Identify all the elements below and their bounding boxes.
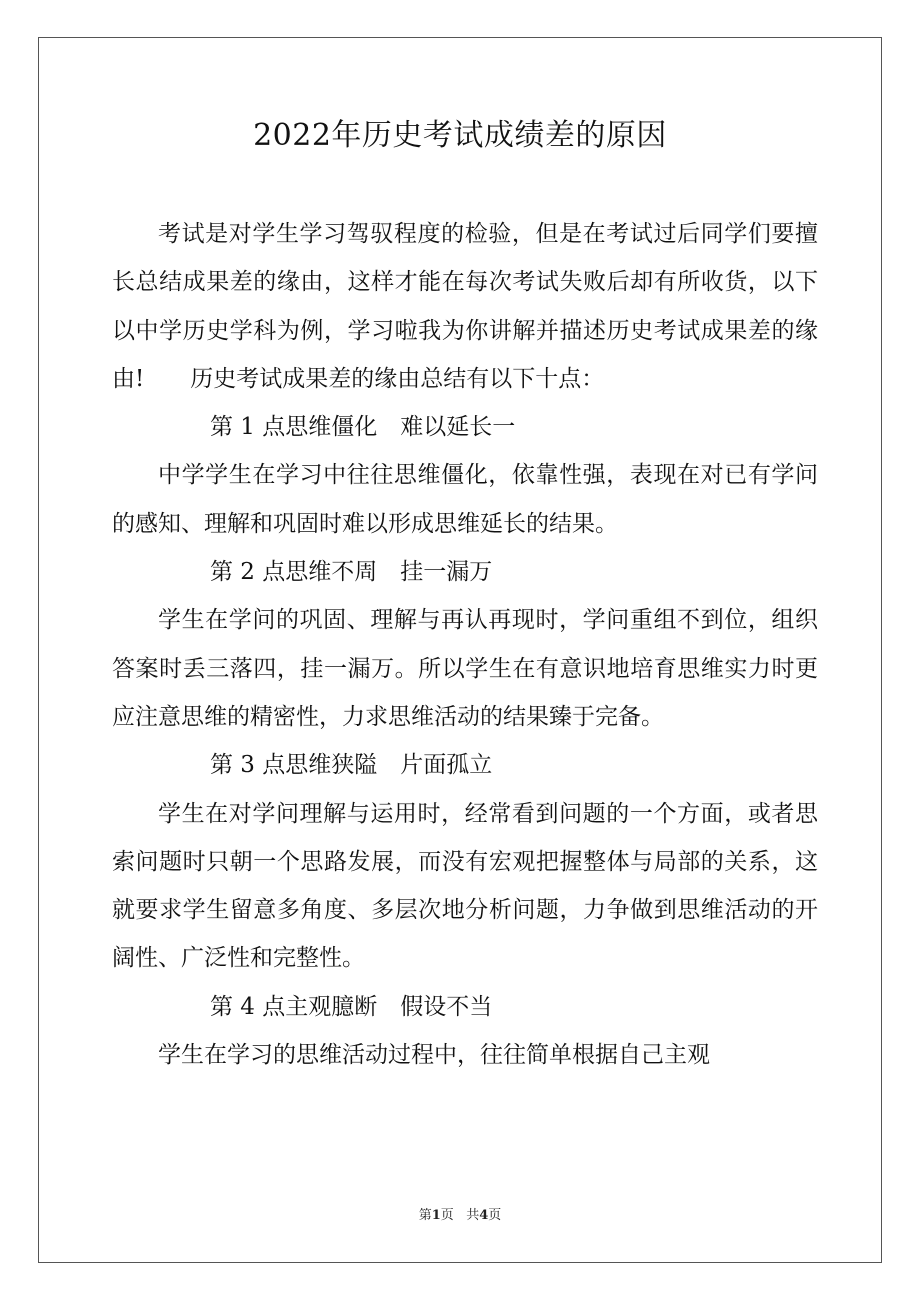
section-paragraph-3: 学生在对学问理解与运用时，经常看到问题的一个方面，或者思索问题时只朝一个思路发展，而没有宏观把握整体与局部的关系，这就要求学生留意多角度、多层次地分析问题，力争做到思维活动的开阔性、广泛性和完整性。 xyxy=(112,800,818,972)
page-footer xyxy=(0,1207,920,1225)
section-heading-3: 第 3 点思维狭隘 片面孤立 xyxy=(210,752,493,779)
footer-page-number: 1 xyxy=(431,1208,441,1223)
section-paragraph-4: 学生在学习的思维活动过程中，往往简单根据自己主观 xyxy=(158,1042,710,1069)
footer-page-suffix: 页 xyxy=(440,1208,454,1223)
section-heading-4: 第 4 点主观臆断 假设不当 xyxy=(210,993,493,1020)
footer-page-prefix: 第 xyxy=(418,1208,432,1223)
section-heading-1: 第 1 点思维僵化 难以延长一 xyxy=(210,414,516,441)
document-title: 2022年历史考试成绩差的原因 xyxy=(253,118,667,153)
footer-total-prefix: 共 xyxy=(466,1208,480,1223)
footer-total-suffix: 页 xyxy=(488,1208,502,1223)
document-body xyxy=(112,210,818,1079)
intro-paragraph: 考试是对学生学习驾驭程度的检验，但是在考试过后同学们要擅长总结成果差的缘由，这样才能在每次考试失败后却有所收货，以下以中学历史学科为例，学习啦我为你讲解并描述历史考试成果差的缘由! 历史考试成果差的缘由总结有以下十点： xyxy=(112,221,818,392)
section-heading-2: 第 2 点思维不周 挂一漏万 xyxy=(210,559,493,586)
section-paragraph-1: 中学学生在学习中往往思维僵化，依靠性强，表现在对已有学问的感知、理解和巩固时难以形成思维延长的结果。 xyxy=(112,462,818,537)
footer-total-pages: 4 xyxy=(479,1208,489,1223)
section-paragraph-2: 学生在学问的巩固、理解与再认再现时，学问重组不到位，组织答案时丢三落四，挂一漏万。所以学生在有意识地培育思维实力时更应注意思维的精密性，力求思维活动的结果臻于完备。 xyxy=(112,607,818,730)
